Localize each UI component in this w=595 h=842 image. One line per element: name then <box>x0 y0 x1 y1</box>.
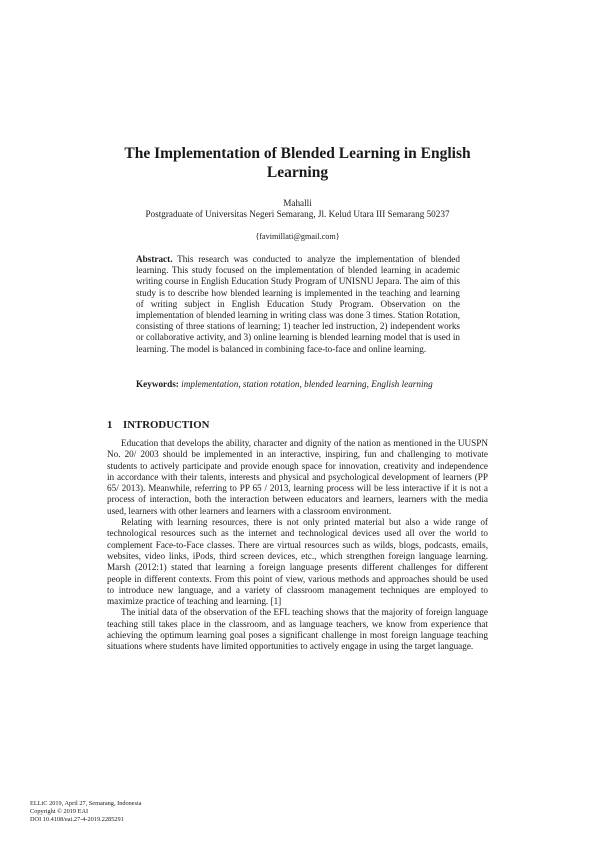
abstract-text: This research was conducted to analyze the implementation of blended learning. This study focused on the implementation of blended learning in academic writing course in English Education Study Program of UNISNU Jepara. The aim of this study is to describe how blended learning is implemented in the teaching and learning of writing subject in English Education Study Program. Observation on the implementation of blended learning in writing class was done 3 times. Station Rotation, consisting of three stations of learning; 1) teacher led instruction, 2) independent works or collaborative activity, and 3) online learning is blended learning model that is used in learning. The model is balanced in combining face-to-face and online learning. <box>136 254 460 354</box>
section-heading <box>107 419 209 432</box>
keywords-text: implementation, station rotation, blended learning, English learning <box>181 379 433 389</box>
footer-copyright: Copyright © 2019 EAI <box>30 808 89 815</box>
section-title: INTRODUCTION <box>123 419 210 431</box>
author-email: {favimillati@gmail.com} <box>255 232 340 241</box>
abstract-label: Abstract. <box>136 254 173 264</box>
keywords <box>136 379 476 390</box>
section-body <box>107 438 488 653</box>
body-paragraph: Relating with learning resources, there is not only printed material but also a wide range of technological resources such as the internet and technological devices used all over the world to complement Face-to-Face classes. There are virtual resources such as wilds, blogs, podcasts, emails, websites, video links, iPods, third screen devices, etc., which strengthen foreign language learning. Marsh (2012:1) stated that learning a foreign language presents different challenges for different people in different contexts. From this point of view, various methods and approaches should be used to introduce new language, and a variety of classroom management techniques are employed to maximize practice of teaching and learning. [1] <box>107 517 488 607</box>
footer-doi: DOI 10.4108/eai.27-4-2019.2285291 <box>30 816 124 823</box>
body-paragraph: Education that develops the ability, character and dignity of the nation as mentioned in the UUSPN No. 20/ 2003 should be implemented in an interactive, inspiring, fun and challenging to motivate students to actively participate and provide enough space for innovation, creativity and independence in accordance with their talents, interests and physical and psychological development of learners (PP 65/ 2013). Meanwhile, referring to PP 65 / 2013, learning process will be less interactive if it is not a process of interaction, both the interaction between educators and learners, learners with the media used, learners with other learners and learners with a classroom environment. <box>107 438 488 516</box>
abstract <box>136 254 460 355</box>
author-name: Mahalli <box>283 198 312 208</box>
footer-conference: ELLiC 2019, April 27, Semarang, Indonesia <box>30 800 142 807</box>
paper-title: The Implementation of Blended Learning in English Learning <box>124 145 471 181</box>
body-paragraph: The initial data of the observation of the EFL teaching shows that the majority of foreign language teaching still takes place in the classroom, and as language teachers, we know from experience that achieving the optimum learning goal poses a significant challenge in most foreign language teaching situations where students have limited opportunities to actively engage in using the target language. <box>107 607 488 652</box>
keywords-label: Keywords: <box>136 379 179 389</box>
section-number: 1 <box>107 419 113 431</box>
page-footer <box>30 800 142 824</box>
author-affiliation: Postgraduate of Universitas Negeri Semarang, Jl. Kelud Utara III Semarang 50237 <box>145 209 450 219</box>
